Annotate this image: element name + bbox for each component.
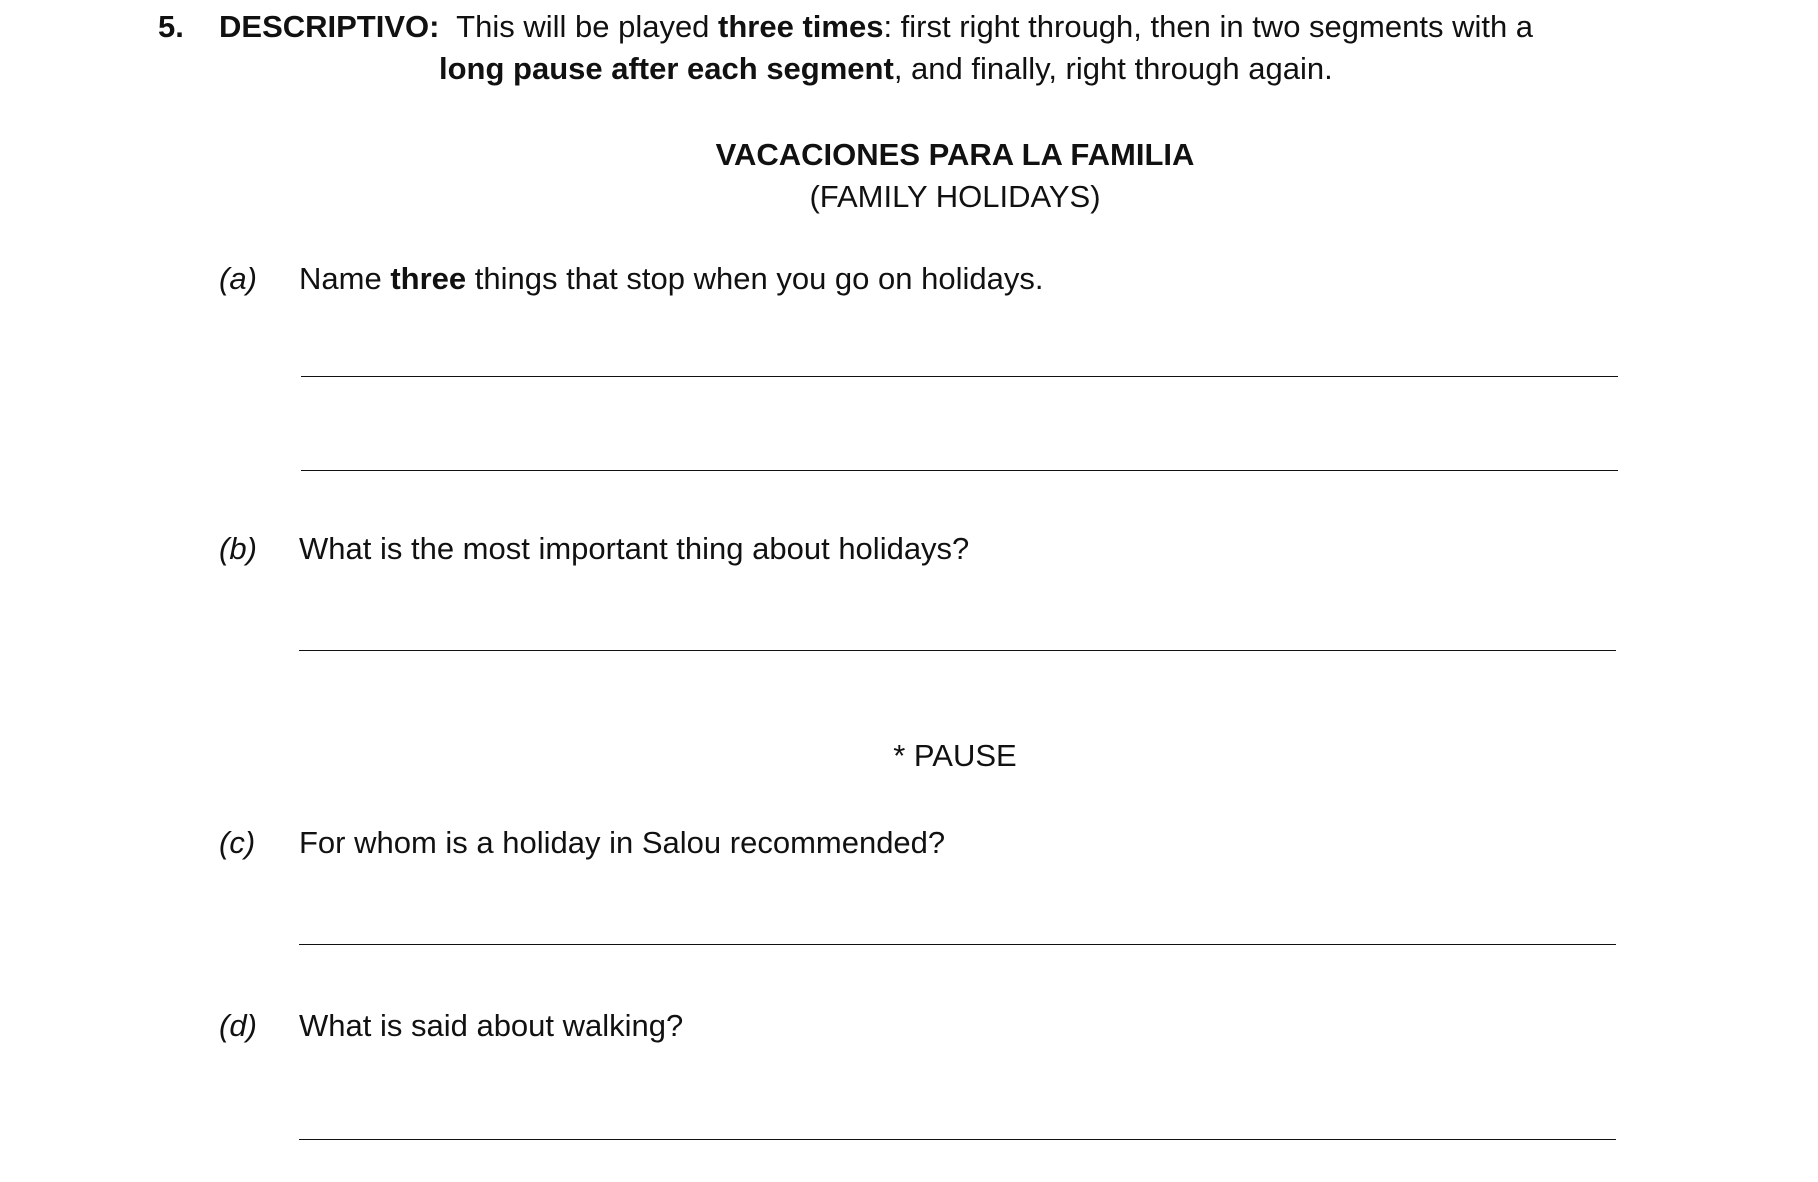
answer-line-d[interactable]	[299, 1139, 1616, 1140]
passage-title: VACACIONES PARA LA FAMILIA	[715, 137, 1195, 172]
instruction-text: : first right through, then in two segments with a	[883, 9, 1534, 44]
item-label-c: (c)	[219, 825, 256, 860]
answer-line-c[interactable]	[299, 944, 1616, 945]
instruction-text: This will be played	[456, 9, 719, 44]
item-emphasis: three	[390, 261, 467, 296]
item-text: Name	[299, 261, 391, 296]
pause-marker: * PAUSE	[893, 738, 1017, 773]
item-text-d: What is said about walking?	[299, 1008, 684, 1043]
instruction-emphasis: long pause after each segment	[439, 51, 894, 86]
item-text-a	[299, 260, 1043, 297]
question-instruction-line-2	[439, 50, 1333, 87]
item-label-a: (a)	[219, 261, 257, 296]
passage-subtitle: (FAMILY HOLIDAYS)	[809, 179, 1101, 214]
item-text-b: What is the most important thing about holidays?	[299, 531, 970, 566]
answer-line-b[interactable]	[299, 650, 1616, 651]
answer-line-a-2[interactable]	[301, 470, 1618, 471]
item-text-c: For whom is a holiday in Salou recommended?	[299, 825, 946, 860]
item-label-b: (b)	[219, 531, 257, 566]
question-instruction-line-1	[219, 8, 1533, 45]
instruction-text: , and finally, right through again.	[893, 51, 1333, 86]
instruction-emphasis: three times	[718, 9, 884, 44]
question-number: 5.	[158, 9, 184, 44]
item-label-d: (d)	[219, 1008, 257, 1043]
answer-line-a-1[interactable]	[301, 376, 1618, 377]
item-text: things that stop when you go on holidays.	[466, 261, 1044, 296]
question-type-label: DESCRIPTIVO:	[219, 9, 440, 44]
